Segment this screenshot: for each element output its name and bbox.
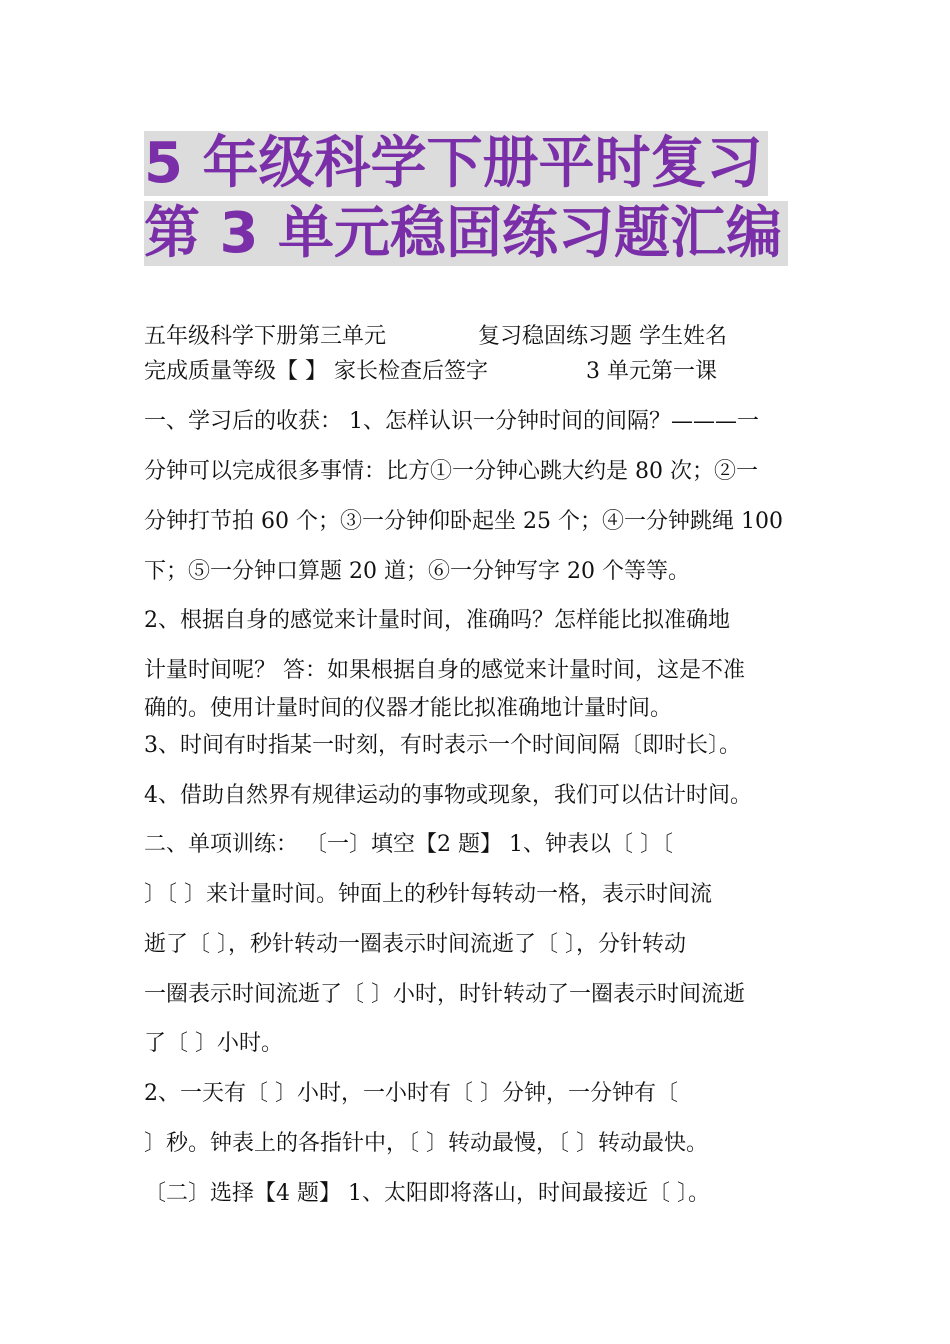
- header-quality-grade: 完成质量等级【 】 家长检查后签字: [144, 359, 488, 384]
- header-unit: 五年级科学下册第三单元: [144, 324, 387, 349]
- body-line: 2、根据自身的感觉来计量时间，准确吗？怎样能比拟准确地: [144, 608, 730, 633]
- body-line: 〕〔 〕来计量时间。钟面上的秒针每转动一格，表示时间流: [144, 882, 712, 907]
- header-lesson: 3 单元第一课: [586, 359, 717, 384]
- body-line: 逝了〔 〕，秒针转动一圈表示时间流逝了〔 〕，分针转动: [144, 932, 686, 957]
- body-line: 〔二〕选择【4 题】 1、太阳即将落山，时间最接近〔 〕。: [144, 1181, 710, 1206]
- body-line: 3、时间有时指某一时刻，有时表示一个时间间隔〔即时长〕。: [144, 733, 741, 758]
- body-line: 确的。使用计量时间的仪器才能比拟准确地计量时间。: [144, 696, 673, 721]
- title-text-2: 第 3 单元稳固练习题汇编: [144, 201, 788, 266]
- body-line: 〕秒。钟表上的各指针中，〔 〕转动最慢，〔 〕转动最快。: [144, 1131, 708, 1156]
- title-text-1: 5 年级科学下册平时复习: [144, 131, 768, 196]
- body-line: 计量时间呢？ 答：如果根据自身的感觉来计量时间，这是不准: [144, 658, 745, 683]
- header-row-1: [144, 322, 814, 352]
- header-student-name-label: 复习稳固练习题 学生姓名: [478, 324, 728, 349]
- body-line: 一、学习后的收获： 1、怎样认识一分钟时间的间隔？———一: [144, 409, 759, 434]
- body-line: 分钟打节拍 60 个；③一分钟仰卧起坐 25 个；④一分钟跳绳 100: [144, 509, 783, 534]
- body-line: 分钟可以完成很多事情：比方①一分钟心跳大约是 80 次；②一: [144, 459, 758, 484]
- document-title-line-1: [144, 130, 814, 198]
- body-line: 了〔 〕小时。: [144, 1031, 283, 1056]
- body-line: 4、借助自然界有规律运动的事物或现象，我们可以估计时间。: [144, 783, 752, 808]
- body-line: 下；⑤一分钟口算题 20 道；⑥一分钟写字 20 个等等。: [144, 559, 690, 584]
- body-line: 二、单项训练： 〔一〕填空【2 题】 1、钟表以〔 〕〔: [144, 832, 673, 857]
- document-title-line-2: [144, 200, 814, 268]
- body-line: 2、一天有〔 〕小时，一小时有〔 〕分钟，一分钟有〔: [144, 1081, 678, 1106]
- body-line: 一圈表示时间流逝了〔 〕小时，时针转动了一圈表示时间流逝: [144, 982, 745, 1007]
- header-row-2: [144, 357, 814, 387]
